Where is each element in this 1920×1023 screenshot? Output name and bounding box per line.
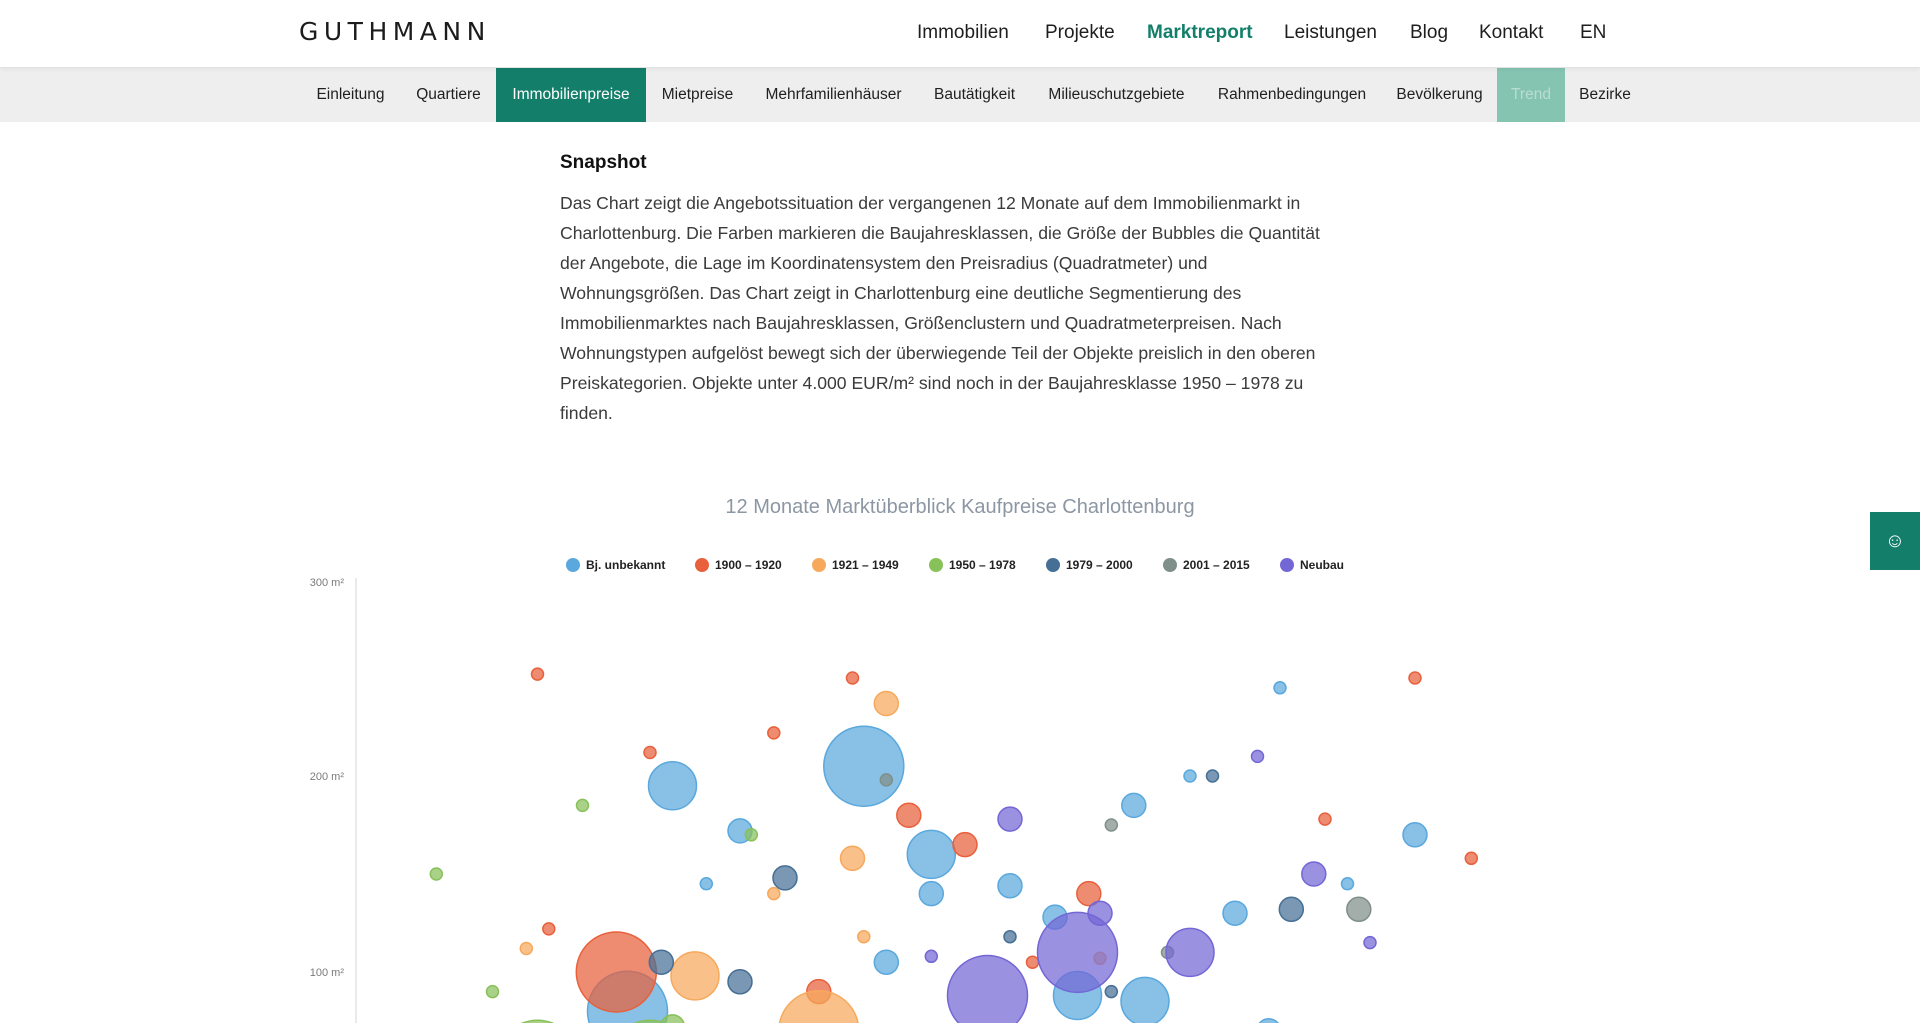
snapshot-line: finden. xyxy=(560,403,613,423)
y-tick-label: 100 m² xyxy=(309,967,344,979)
nav-blog[interactable]: Blog xyxy=(1410,22,1449,43)
bubble-point[interactable] xyxy=(779,991,859,1023)
snapshot-line: Wohnungstypen aufgelöst bewegt sich der überwiegende Teil der Objekte preislich in den oberen xyxy=(560,343,1316,363)
bubble-point[interactable] xyxy=(1252,750,1264,762)
bubble-point[interactable] xyxy=(847,672,859,684)
y-tick-label: 200 m² xyxy=(309,771,344,783)
bubble-point[interactable] xyxy=(1403,823,1427,847)
legend-label: 2001 – 2015 xyxy=(1183,558,1250,572)
bubble-point[interactable] xyxy=(577,799,589,811)
feedback-button[interactable] xyxy=(1870,512,1920,570)
snapshot-line: Wohnungsgrößen. Das Chart zeigt in Charlottenburg eine deutliche Segmentierung des xyxy=(560,283,1242,303)
snapshot-line: Preiskategorien. Objekte unter 4.000 EUR/m² sind noch in der Baujahresklasse 1950 – 1978 zu xyxy=(560,373,1304,393)
bubble-point[interactable] xyxy=(925,950,937,962)
bubble-point[interactable] xyxy=(745,829,757,841)
bubble-point[interactable] xyxy=(1004,931,1016,943)
bubble-point[interactable] xyxy=(919,882,943,906)
bubble-point[interactable] xyxy=(880,774,892,786)
tab-bautaetigkeit[interactable]: Bautätigkeit xyxy=(934,86,1015,103)
bubble-point[interactable] xyxy=(841,846,865,870)
main-nav xyxy=(0,22,1920,48)
snapshot-line: der Angebote, die Lage im Koordinatensystem den Preisradius (Quadratmeter) und xyxy=(560,253,1208,273)
bubble-point[interactable] xyxy=(1409,672,1421,684)
bubble-point[interactable] xyxy=(998,807,1022,831)
tab-mietpreise[interactable]: Mietpreise xyxy=(661,86,734,103)
legend-label: 1921 – 1949 xyxy=(832,558,899,572)
legend-label: Neubau xyxy=(1300,558,1345,572)
bubble-point[interactable] xyxy=(1257,1019,1281,1023)
bubble-point[interactable] xyxy=(1105,819,1117,831)
nav-marktreport[interactable]: Marktreport xyxy=(1147,22,1253,43)
nav-kontakt[interactable]: Kontakt xyxy=(1479,22,1544,43)
tab-milieuschutzgebiete[interactable]: Milieuschutzgebiete xyxy=(1048,86,1185,103)
snapshot-line: Das Chart zeigt die Angebotssituation der vergangenen 12 Monate auf dem Immobilienmarkt in xyxy=(560,193,1301,213)
snapshot-heading: Snapshot xyxy=(560,152,647,173)
site-header xyxy=(0,0,1920,68)
bubble-chart xyxy=(0,560,1920,1023)
bubble-layer xyxy=(430,668,1477,1023)
tab-immobilienpreise[interactable]: Immobilienpreise xyxy=(496,68,646,122)
smiley-icon: ☺ xyxy=(1884,530,1906,552)
bubble-point[interactable] xyxy=(543,923,555,935)
bubble-point[interactable] xyxy=(1342,878,1354,890)
bubble-point[interactable] xyxy=(1302,862,1326,886)
bubble-point[interactable] xyxy=(768,888,780,900)
snapshot-paragraph xyxy=(560,188,1372,428)
chart-title: 12 Monate Marktüberblick Kaufpreise Charlottenburg xyxy=(725,496,1195,518)
bubble-point[interactable] xyxy=(897,803,921,827)
bubble-point[interactable] xyxy=(1347,897,1371,921)
bubble-point[interactable] xyxy=(948,956,1028,1023)
bubble-point[interactable] xyxy=(1088,901,1112,925)
legend-label: Bj. unbekannt xyxy=(586,558,666,572)
bubble-point[interactable] xyxy=(576,932,656,1012)
bubble-point[interactable] xyxy=(1121,977,1169,1023)
bubble-point[interactable] xyxy=(874,950,898,974)
bubble-point[interactable] xyxy=(671,952,719,1000)
tab-rahmenbedingungen[interactable]: Rahmenbedingungen xyxy=(1217,86,1367,103)
tab-einleitung[interactable]: Einleitung xyxy=(316,86,385,103)
snapshot-line: Charlottenburg. Die Farben markieren die Baujahresklassen, die Größe der Bubbles die Quantität xyxy=(560,223,1320,243)
bubble-point[interactable] xyxy=(649,950,673,974)
legend-label: 1900 – 1920 xyxy=(715,558,782,572)
bubble-point[interactable] xyxy=(824,726,904,806)
bubble-point[interactable] xyxy=(773,866,797,890)
bubble-point[interactable] xyxy=(1364,937,1376,949)
bubble-point[interactable] xyxy=(1122,793,1146,817)
tab-quartiere[interactable]: Quartiere xyxy=(416,86,481,103)
tab-bevoelkerung[interactable]: Bevölkerung xyxy=(1396,86,1483,103)
bubble-point[interactable] xyxy=(1274,682,1286,694)
legend-label: 1950 – 1978 xyxy=(949,558,1016,572)
bubble-point[interactable] xyxy=(532,668,544,680)
bubble-point[interactable] xyxy=(1027,956,1039,968)
bubble-point[interactable] xyxy=(644,747,656,759)
bubble-point[interactable] xyxy=(1319,813,1331,825)
bubble-point[interactable] xyxy=(953,833,977,857)
bubble-point[interactable] xyxy=(700,878,712,890)
tab-mehrfamilienhaeuser[interactable]: Mehrfamilienhäuser xyxy=(765,86,902,103)
bubble-point[interactable] xyxy=(1279,897,1303,921)
bubble-point[interactable] xyxy=(1223,901,1247,925)
bubble-point[interactable] xyxy=(1207,770,1219,782)
nav-projekte[interactable]: Projekte xyxy=(1045,22,1115,43)
section-subnav xyxy=(0,68,1920,122)
snapshot-line: Immobilienmarktes nach Baujahresklassen, Größenclustern und Quadratmeterpreisen. Nach xyxy=(560,313,1282,333)
bubble-point[interactable] xyxy=(1184,770,1196,782)
bubble-point[interactable] xyxy=(768,727,780,739)
bubble-point[interactable] xyxy=(858,931,870,943)
bubble-point[interactable] xyxy=(649,762,697,810)
nav-immobilien[interactable]: Immobilien xyxy=(917,22,1009,43)
y-tick-label: 300 m² xyxy=(309,577,344,589)
bubble-point[interactable] xyxy=(1465,852,1477,864)
nav-leistungen[interactable]: Leistungen xyxy=(1284,22,1377,43)
bubble-point[interactable] xyxy=(520,943,532,955)
tab-trend[interactable]: Trend xyxy=(1497,68,1565,122)
bubble-point[interactable] xyxy=(907,830,955,878)
bubble-point[interactable] xyxy=(430,868,442,880)
bubble-point[interactable] xyxy=(728,970,752,994)
bubble-point[interactable] xyxy=(1105,986,1117,998)
legend-label: 1979 – 2000 xyxy=(1066,558,1133,572)
bubble-point[interactable] xyxy=(487,986,499,998)
bubble-point[interactable] xyxy=(1166,928,1214,976)
nav-language-en[interactable]: EN xyxy=(1580,22,1607,43)
bubble-point[interactable] xyxy=(998,874,1022,898)
guthmann-logo[interactable]: GUTHMANN xyxy=(299,17,491,46)
tab-bezirke[interactable]: Bezirke xyxy=(1579,86,1631,103)
bubble-point[interactable] xyxy=(874,692,898,716)
